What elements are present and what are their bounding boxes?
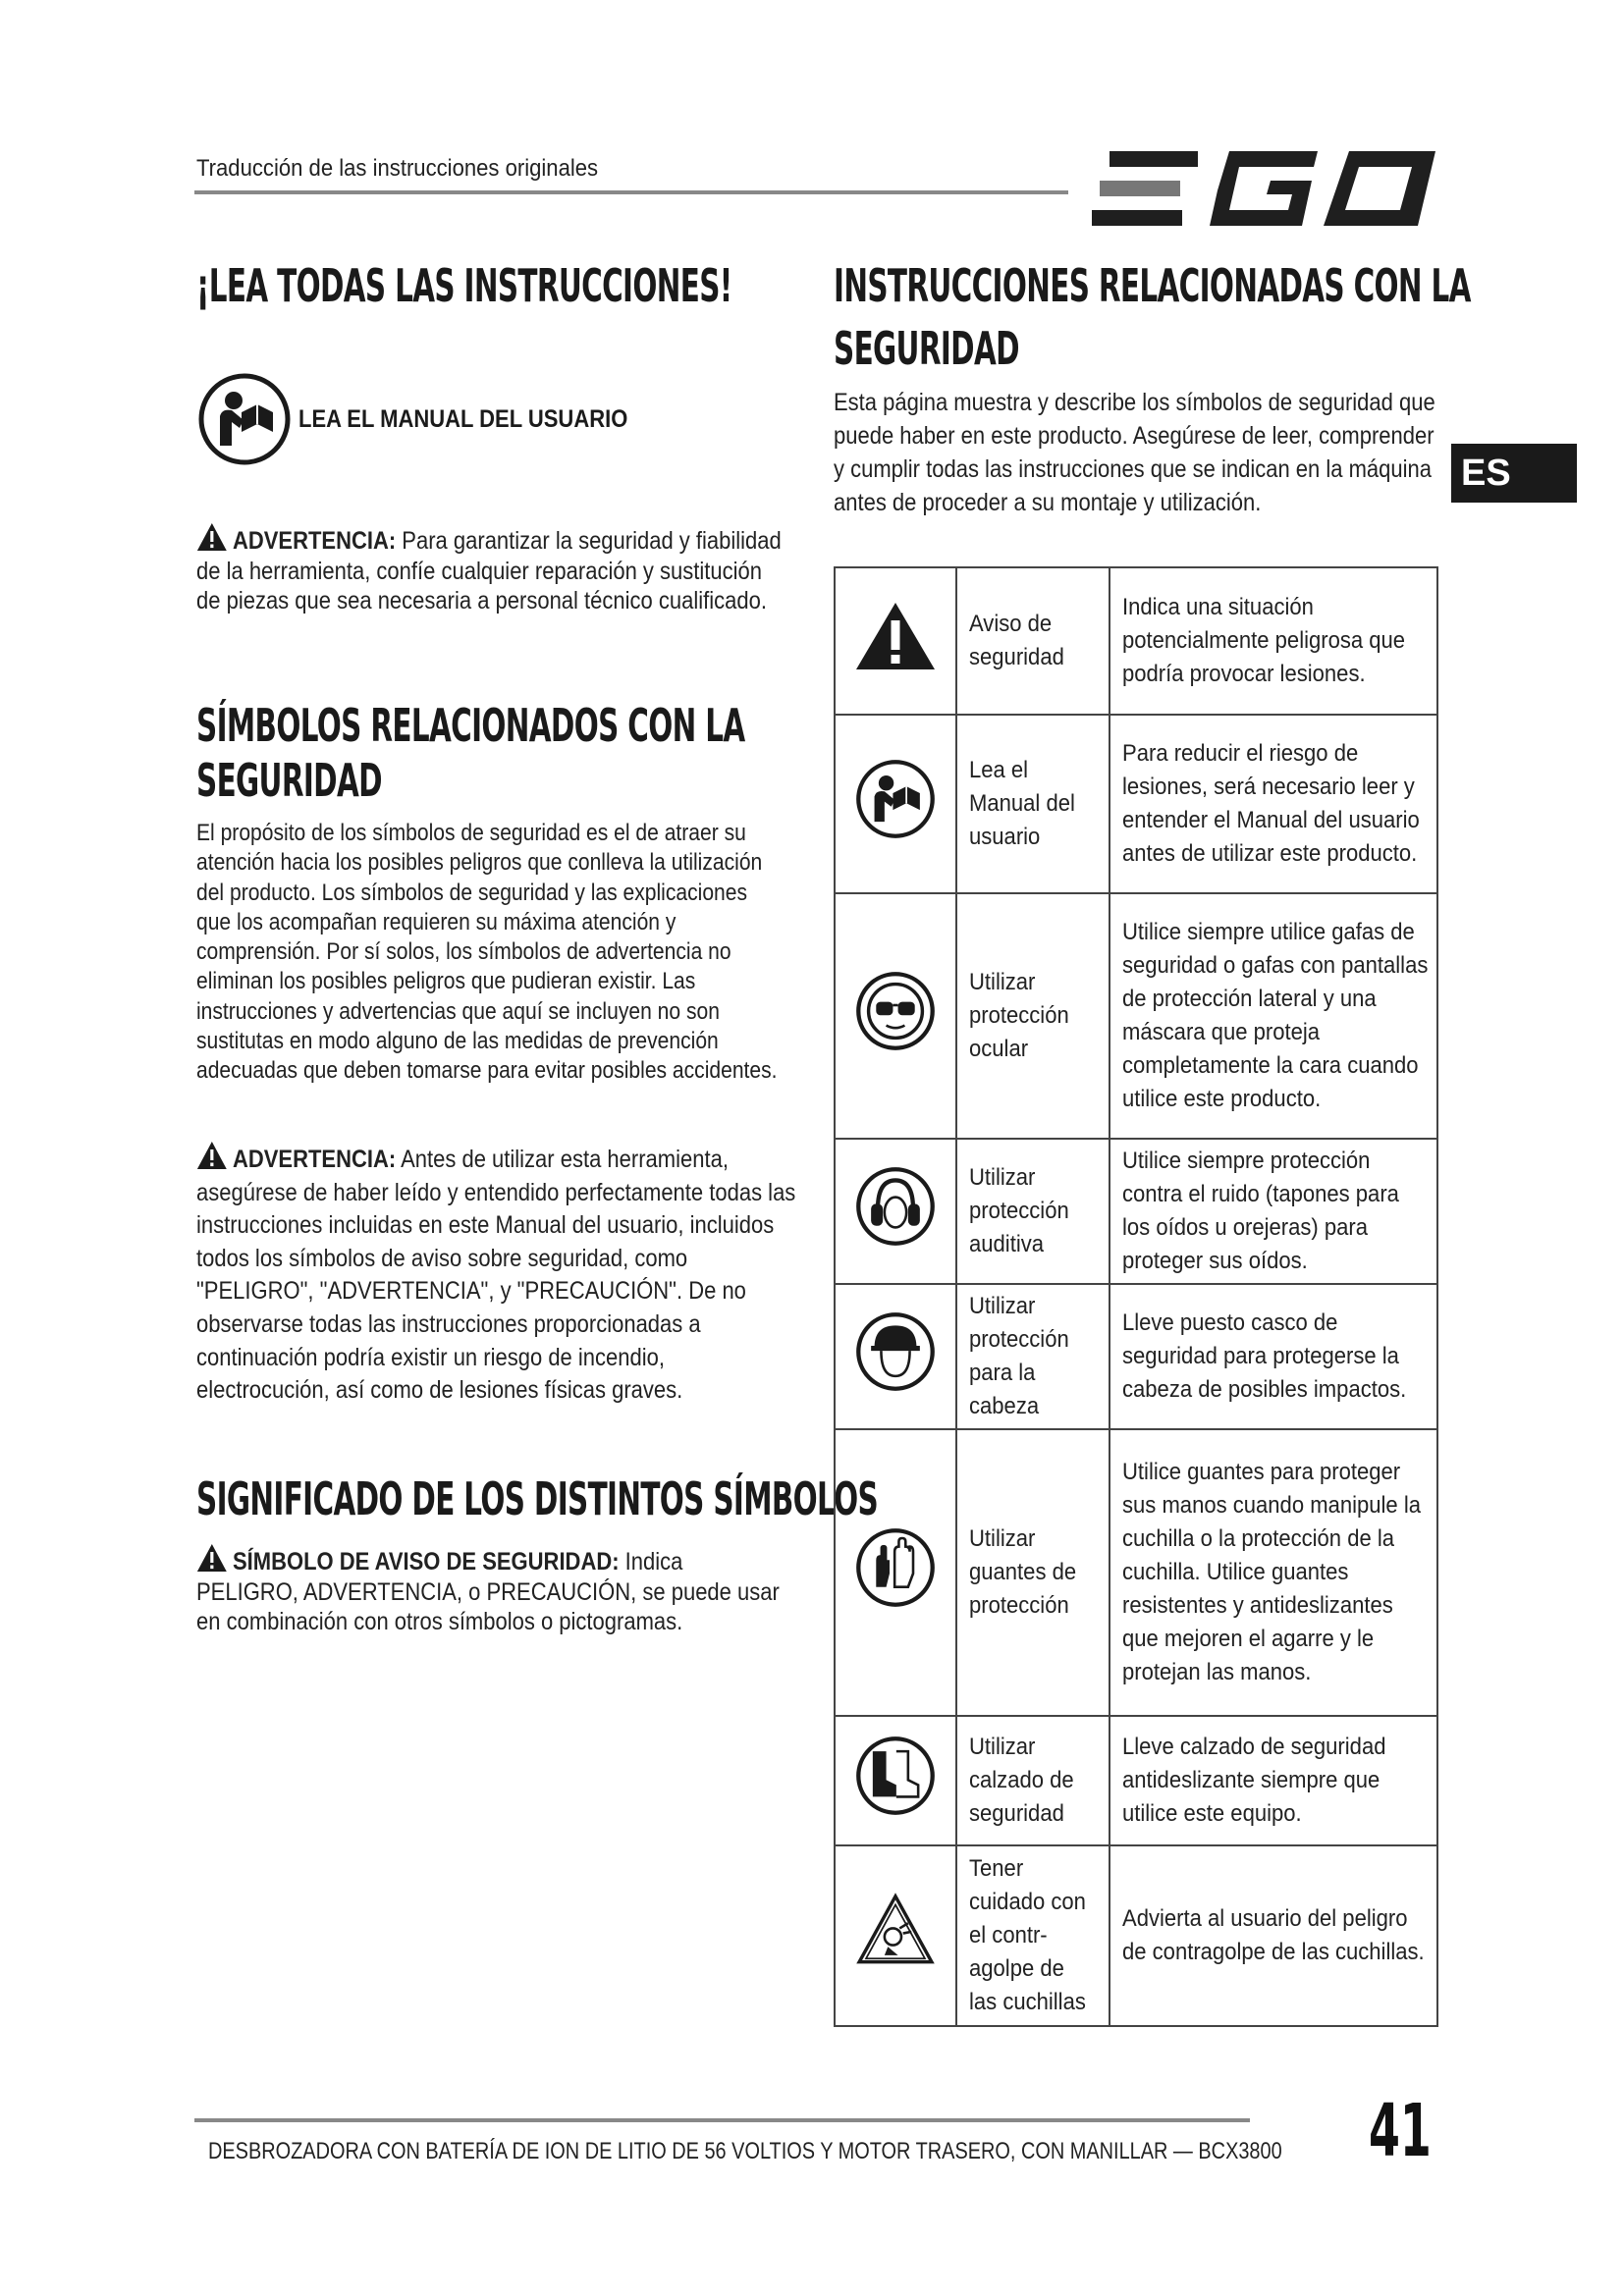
symbol-cell [835, 715, 956, 893]
symbols-paragraph [196, 819, 785, 1087]
title-symbol-meaning: SIGNIFICADO DE LOS DISTINTOS SÍMBOLOS [196, 1472, 879, 1525]
symbol-name: Utilizar guantes de protección [956, 1429, 1110, 1716]
symbol-description: Lleve calzado de seguridad antideslizante siempre que utilice este equipo. [1110, 1716, 1437, 1845]
right-intro-text: Esta página muestra y describe los símbolos de seguridad que puede haber en este producto. Asegúrese de leer, comprender y cumplir todas las instrucciones que se indican en la máquina antes de proceder a su montaje y utilización. [834, 389, 1435, 516]
warning-triangle-icon [196, 1141, 228, 1170]
ear-protection-icon [854, 1165, 937, 1248]
symbol-description: Advierta al usuario del peligro de contragolpe de las cuchillas. [1110, 1845, 1437, 2026]
warning-text: Antes de utilizar esta herramienta, asegúrese de haber leído y entendido perfectamente todas las instrucciones incluidas en este Manual del usuario, incluidos todos los símbolos de aviso sobre seguridad, como "PELIGRO", "ADVERTENCIA", y "PRECAUCIÓN". De no observarse todas las instrucciones proporcionadas a continuación podría existir un riesgo de incendio, electrocución, así como de lesiones físicas graves. [196, 1146, 796, 1405]
header-rule [194, 190, 1068, 194]
read-manual-label: LEA EL MANUAL DEL USUARIO [298, 404, 628, 433]
symbol-description: Utilice siempre utilice gafas de seguridad o gafas con pantallas de protección lateral y una máscara que proteja completamente la cara cuando utilice este producto. [1110, 893, 1437, 1139]
symbol-name: Utilizar protección ocular [956, 893, 1110, 1139]
table-row [835, 715, 1437, 893]
symbol-name: Utilizar protección auditiva [956, 1139, 1110, 1284]
title-safety-symbols-2: SEGURIDAD [196, 754, 382, 807]
eye-protection-icon [854, 970, 937, 1052]
blade-thrust-icon [854, 1890, 937, 1972]
read-manual-icon [854, 758, 937, 840]
right-intro [834, 386, 1442, 519]
symbol-description: Utilice siempre protección contra el ruido (tapones para los oídos u orejeras) para proteger sus oídos. [1110, 1139, 1437, 1284]
symbol-name: Utilizar calzado de seguridad [956, 1716, 1110, 1845]
symbol-cell [835, 1845, 956, 2026]
warning-read-all [196, 1141, 795, 1408]
title-read-instructions: ¡LEA TODAS LAS INSTRUCCIONES! [196, 259, 732, 312]
read-manual-icon [196, 371, 293, 467]
warning-repair [196, 522, 785, 616]
symbol-name: Tener cuidado con el contr- agolpe de las cuchillas [956, 1845, 1110, 2026]
symbol-name: Aviso de seguridad [956, 567, 1110, 715]
symbol-cell [835, 893, 956, 1139]
symbol-description: Para reducir el riesgo de lesiones, será necesario leer y entender el Manual del usuario antes de utilizar este producto. [1110, 715, 1437, 893]
page-number: 41 [1369, 2089, 1432, 2173]
warning-text: Para garantizar la seguridad y fiabilidad de la herramienta, confíe cualquier reparación y sustitución de piezas que sea necesaria a personal técnico cualificado. [196, 527, 782, 614]
symbol-description: Lleve puesto casco de seguridad para protegerse la cabeza de posibles impactos. [1110, 1284, 1437, 1429]
head-protection-icon [854, 1310, 937, 1393]
alert-symbol-description [196, 1543, 785, 1637]
safety-footwear-icon [854, 1735, 937, 1817]
symbol-description: Utilice guantes para proteger sus manos cuando manipule la cuchilla o la protección de la cuchilla. Utilice guantes resistentes y antideslizantes que mejoren el agarre y le protejan las manos. [1110, 1429, 1437, 1716]
table-row [835, 1845, 1437, 2026]
symbol-cell [835, 567, 956, 715]
table-row [835, 1716, 1437, 1845]
table-row [835, 893, 1437, 1139]
warning-triangle-icon [854, 601, 937, 671]
safety-symbols-table [834, 566, 1438, 2027]
warning-triangle-icon [196, 1543, 228, 1573]
title-safety-symbols: SÍMBOLOS RELACIONADOS CON LA [196, 699, 745, 752]
read-manual-row [196, 371, 673, 467]
title-safety-instructions-2: SEGURIDAD [834, 322, 1019, 375]
symbol-cell [835, 1429, 956, 1716]
alert-text: Indica PELIGRO, ADVERTENCIA, o PRECAUCIÓN, se puede usar en combinación con otros símbolos o pictogramas. [196, 1548, 780, 1635]
title-safety-instructions: INSTRUCCIONES RELACIONADAS CON LA [834, 259, 1471, 312]
footer-product: DESBROZADORA CON BATERÍA DE ION DE LITIO DE 56 VOLTIOS Y MOTOR TRASERO, CON MANILLAR — BCX3800 [208, 2138, 1282, 2164]
gloves-icon [854, 1526, 937, 1609]
ego-logo [1092, 147, 1437, 230]
symbol-name: Utilizar protección para la cabeza [956, 1284, 1110, 1429]
symbol-cell [835, 1716, 956, 1845]
table-row [835, 567, 1437, 715]
warning-triangle-icon [196, 522, 228, 552]
warning-label: ADVERTENCIA: [232, 1146, 397, 1173]
language-tab: ES [1451, 444, 1577, 503]
symbols-paragraph-text: El propósito de los símbolos de seguridad es el de atraer su atención hacia los posibles peligros que conlleva la utilización del producto. Los símbolos de seguridad y las explicaciones que los acompañan requieren su máxima atención y comprensión. Por sí solos, los símbolos de advertencia no eliminan los posibles peligros que pudieran existir. Las instrucciones y advertencias que aquí se incluyen no son sustitutas en modo alguno de las medidas de prevención adecuadas que deben tomarse para evitar posibles accidentes. [196, 820, 778, 1085]
symbol-cell [835, 1284, 956, 1429]
table-row [835, 1139, 1437, 1284]
alert-label: SÍMBOLO DE AVISO DE SEGURIDAD: [232, 1548, 620, 1575]
footer-rule [194, 2118, 1250, 2122]
warning-label: ADVERTENCIA: [232, 527, 397, 555]
symbol-description: Indica una situación potencialmente peligrosa que podría provocar lesiones. [1110, 567, 1437, 715]
table-row [835, 1284, 1437, 1429]
table-row [835, 1429, 1437, 1716]
symbol-name: Lea el Manual del usuario [956, 715, 1110, 893]
header-subtitle: Traducción de las instrucciones originales [196, 155, 599, 182]
symbol-cell [835, 1139, 956, 1284]
